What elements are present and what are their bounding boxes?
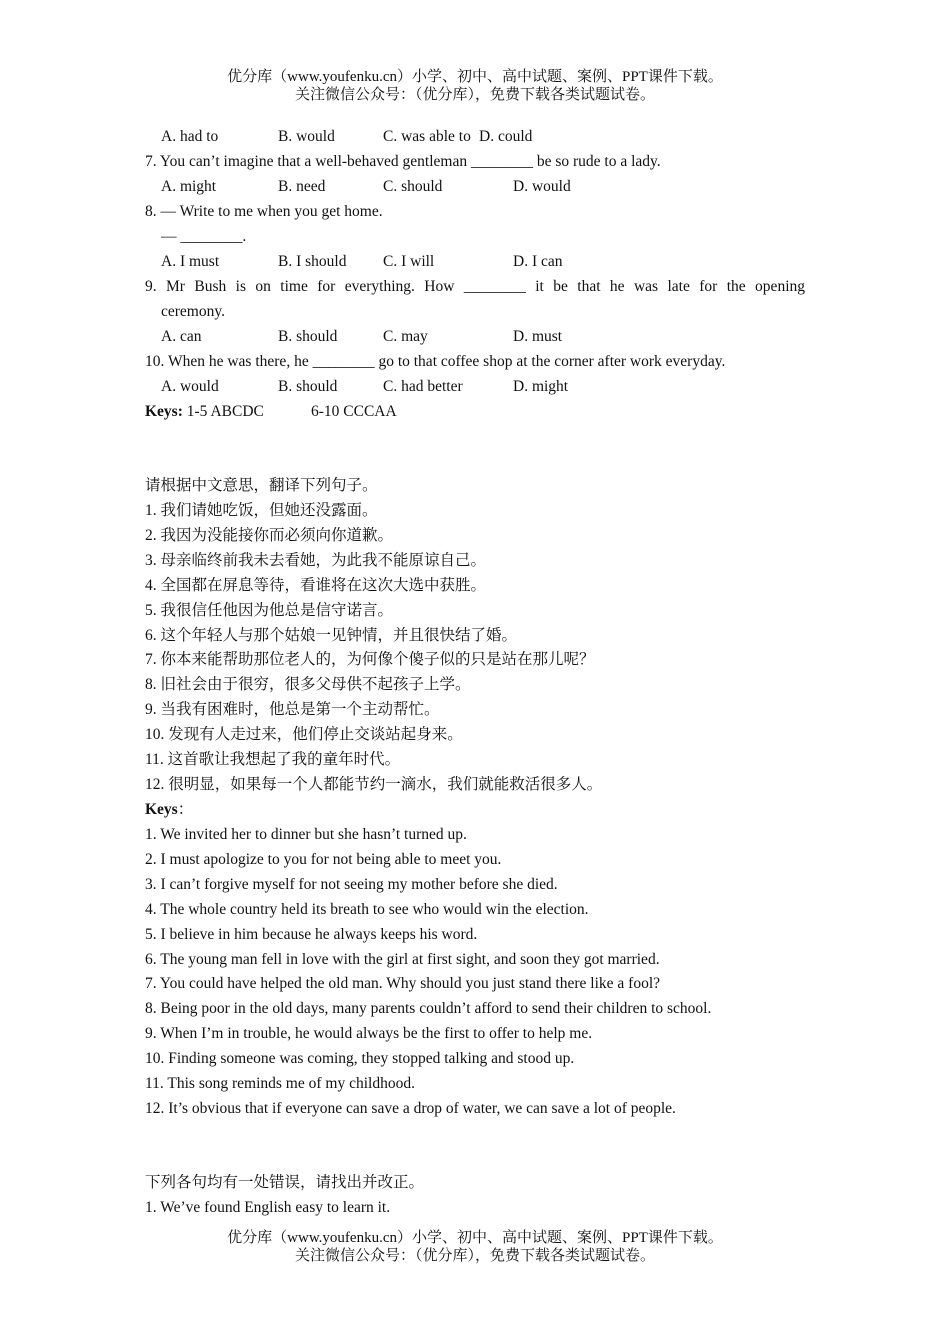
translation-key-item: 1. We invited her to dinner but she hasn’t turned up. xyxy=(145,826,467,843)
footer-line-1: 优分库（www.youfenku.cn）小学、初中、高中试题、案例、PPT课件下载。 xyxy=(227,1230,723,1246)
q10-option-b: B. should xyxy=(278,378,338,395)
translation-key-item: 9. When I’m in trouble, he would always be the first to offer to help me. xyxy=(145,1025,593,1043)
q6-option-b: B. would xyxy=(278,128,335,145)
translation-item: 11. 这首歌让我想起了我的童年时代。 xyxy=(145,751,401,768)
translation-keys-colon: ： xyxy=(177,801,194,818)
translation-item: 3. 母亲临终前我未去看她，为此我不能原谅自己。 xyxy=(145,551,487,569)
q9-option-d: D. must xyxy=(513,328,563,345)
q6-option-d: D. could xyxy=(479,128,533,145)
correction-instruction: 下列各句均有一处错误，请找出并改正。 xyxy=(145,1174,425,1191)
translation-item: 8. 旧社会由于很穷，很多父母供不起孩子上学。 xyxy=(145,676,471,694)
q9-option-c: C. may xyxy=(383,328,428,345)
translation-key-item: 2. I must apologize to you for not being able to meet you. xyxy=(145,850,502,868)
translation-key-item: 7. You could have helped the old man. Why should you just stand there like a fool? xyxy=(145,975,661,993)
q10-option-d: D. might xyxy=(513,378,569,395)
translation-key-item: 10. Finding someone was coming, they stopped talking and stood up. xyxy=(145,1050,575,1068)
translation-key-item: 6. The young man fell in love with the girl at first sight, and soon they got married. xyxy=(145,950,660,968)
q7-option-b: B. need xyxy=(278,178,326,195)
translation-item: 12. 很明显，如果每一个人都能节约一滴水，我们就能救活很多人。 xyxy=(145,775,603,793)
q10-option-a: A. would xyxy=(161,378,219,395)
q7-option-d: D. would xyxy=(513,178,571,195)
q8-option-b: B. I should xyxy=(278,253,347,270)
translation-item: 2. 我因为没能接你而必须向你道歉。 xyxy=(145,526,394,544)
q6-option-a: A. had to xyxy=(161,128,219,145)
q9-option-b: B. should xyxy=(278,328,338,345)
translation-item: 4. 全国都在屏息等待，看谁将在这次大选中获胜。 xyxy=(145,576,487,594)
translation-keys-heading xyxy=(145,800,193,820)
q8-option-c: C. I will xyxy=(383,253,435,270)
question-8-reply: — ________. xyxy=(161,228,247,245)
mc-keys-label: Keys: xyxy=(145,403,183,420)
translation-item: 6. 这个年轻人与那个姑娘一见钟情，并且很快结了婚。 xyxy=(145,626,518,644)
q7-option-a: A. might xyxy=(161,178,217,195)
mc-keys-1-5: 1-5 ABCDC xyxy=(186,403,264,420)
mc-keys xyxy=(145,402,264,422)
translation-key-item: 11. This song reminds me of my childhood. xyxy=(145,1075,415,1092)
question-9-line-1: 9. Mr Bush is on time for everything. How ________ it be that he was late for the opening xyxy=(145,278,805,295)
translation-key-item: 8. Being poor in the old days, many parents couldn’t afford to send their children to school. xyxy=(145,1000,712,1018)
question-8: 8. — Write to me when you get home. xyxy=(145,203,383,220)
question-9-line-2: ceremony. xyxy=(161,303,225,320)
translation-item: 5. 我很信任他因为他总是信守诺言。 xyxy=(145,601,394,619)
translation-key-item: 12. It’s obvious that if everyone can save a drop of water, we can save a lot of people. xyxy=(145,1099,676,1117)
q8-option-d: D. I can xyxy=(513,253,563,270)
translation-item: 1. 我们请她吃饭，但她还没露面。 xyxy=(145,502,378,519)
header-line-1: 优分库（www.youfenku.cn）小学、初中、高中试题、案例、PPT课件下载。 xyxy=(227,69,723,85)
q6-option-c: C. was able to xyxy=(383,128,471,145)
q10-option-c: C. had better xyxy=(383,378,463,395)
mc-keys-6-10: 6-10 CCCAA xyxy=(311,403,397,420)
header-line-2: 关注微信公众号：（优分库），免费下载各类试题试卷。 xyxy=(294,87,655,103)
footer-line-2: 关注微信公众号：（优分库），免费下载各类试题试卷。 xyxy=(294,1248,655,1264)
correction-item: 1. We’ve found English easy to learn it. xyxy=(145,1199,391,1216)
translation-item: 9. 当我有困难时，他总是第一个主动帮忙。 xyxy=(145,701,440,719)
q7-option-c: C. should xyxy=(383,178,443,195)
q9-option-a: A. can xyxy=(161,328,202,345)
question-10: 10. When he was there, he ________ go to that coffee shop at the corner after work everyday. xyxy=(145,353,726,370)
q8-option-a: A. I must xyxy=(161,253,220,270)
translation-key-item: 5. I believe in him because he always keeps his word. xyxy=(145,925,478,943)
translation-item: 7. 你本来能帮助那位老人的，为何像个傻子似的只是站在那儿呢？ xyxy=(145,651,595,669)
question-7: 7. You can’t imagine that a well-behaved gentleman ________ be so rude to a lady. xyxy=(145,153,661,170)
translation-item: 10. 发现有人走过来，他们停止交谈站起身来。 xyxy=(145,726,463,744)
translation-keys-label: Keys xyxy=(145,801,178,818)
translation-instruction: 请根据中文意思，翻译下列句子。 xyxy=(145,477,378,494)
translation-key-item: 4. The whole country held its breath to see who would win the election. xyxy=(145,900,589,918)
translation-key-item: 3. I can’t forgive myself for not seeing my mother before she died. xyxy=(145,875,558,893)
